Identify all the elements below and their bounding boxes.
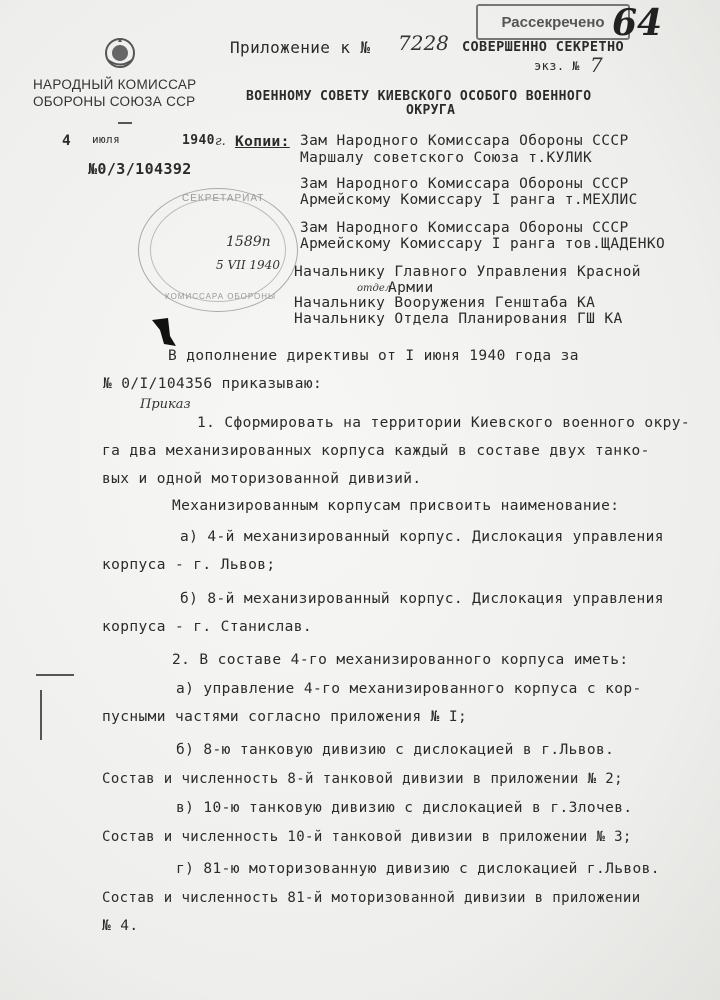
addressee-line-1: ВОЕННОМУ СОВЕТУ КИЕВСКОГО ОСОБОГО ВОЕННОГО [246, 89, 592, 104]
body-line: б) 8-ю танковую дивизию с дислокацией в г.Львов. [176, 742, 615, 758]
copies-line: Маршалу советского Союза т.КУЛИК [300, 150, 593, 166]
date-month: июля [92, 133, 121, 146]
body-line: а) 4-й механизированный корпус. Дислокация управления [180, 529, 664, 545]
doc-number: №0/3/104392 [88, 160, 192, 178]
body-line: г) 81-ю моторизованную дивизию с дислокацией г.Львов. [176, 861, 660, 877]
margin-dash [36, 674, 74, 676]
secrecy-label: СОВЕРШЕННО СЕКРЕТНО [462, 39, 625, 55]
appendix-label: Приложение к № [230, 38, 371, 57]
body-line: корпуса - г. Львов; [102, 557, 276, 573]
body-line: корпуса - г. Станислав. [102, 619, 312, 635]
copies-line: Зам Народного Комиссара Обороны СССР [300, 220, 629, 236]
body-line: б) 8-й механизированный корпус. Дислокация управления [180, 591, 664, 607]
body-line: В дополнение директивы от I июня 1940 года за [168, 348, 579, 364]
body-line: а) управление 4-го механизированного корпуса с кор- [176, 681, 642, 697]
body-line: № 4. [102, 918, 139, 934]
copies-line: Армии [388, 280, 434, 296]
appendix-number: 7228 [398, 31, 449, 55]
body-line: пусными частями согласно приложения № I; [102, 709, 468, 725]
date-day: 4 [62, 133, 72, 149]
secretariat-stamp-inner-ring [150, 198, 286, 302]
folio-number: 64 [612, 2, 663, 44]
stamp-bottom-text: КОМИССАРА ОБОРОНЫ [165, 292, 277, 301]
body-line: Состав и численность 81-й моторизованной дивизии в приложении [102, 890, 641, 906]
soviet-emblem-icon [103, 36, 137, 70]
ink-mark [150, 316, 178, 348]
body-line: га два механизированных корпуса каждый в составе двух танко- [102, 443, 650, 459]
margin-note: Приказ [140, 397, 191, 412]
copies-label: Копии: [235, 134, 290, 150]
body-line: Состав и численность 10-й танковой дивизии в приложении № 3; [102, 829, 632, 845]
date-year: 1940 [182, 133, 215, 148]
declassified-stamp: Рассекречено [476, 4, 630, 40]
body-line: Механизированным корпусам присвоить наименование: [172, 498, 620, 514]
copies-line: Начальнику Отдела Планирования ГШ КА [294, 311, 623, 327]
agency-line-2: ОБОРОНЫ СОЮЗА ССР [33, 94, 196, 109]
copies-line: Зам Народного Комиссара Обороны СССР [300, 133, 629, 149]
margin-dash [118, 122, 132, 124]
body-line: в) 10-ю танковую дивизию с дислокацией в г.Злочев. [176, 800, 633, 816]
stamp-reg-date: 5 VII 1940 [216, 258, 280, 272]
copies-line: Начальнику Главного Управления Красной [294, 264, 641, 280]
copies-line: Зам Народного Комиссара Обороны СССР [300, 176, 629, 192]
body-line: Состав и численность 8-й танковой дивизии в приложении № 2; [102, 771, 623, 787]
copy-label: экз. № [534, 59, 580, 73]
handwritten-insert: отдел [357, 283, 392, 294]
margin-line [40, 690, 42, 740]
date-suffix: г. [215, 134, 226, 149]
body-line: 1. Сформировать на территории Киевского военного окру- [197, 415, 691, 431]
stamp-reg-number: 1589п [226, 234, 271, 250]
copy-number: 7 [590, 53, 603, 77]
body-line: вых и одной моторизованной дивизий. [102, 471, 422, 487]
copies-line: Начальнику Вооружения Генштаба КА [294, 295, 596, 311]
body-line: № 0/I/104356 приказываю: [103, 376, 323, 392]
addressee-line-2: ОКРУГА [406, 103, 456, 118]
copies-line: Армейскому Комиссару I ранга тов.ЩАДЕНКО [300, 236, 666, 252]
stamp-top-text: СЕКРЕТАРИАТ [182, 193, 265, 204]
body-line: 2. В составе 4-го механизированного корпуса иметь: [172, 652, 629, 668]
copies-line: Армейскому Комиссару I ранга т.МЕХЛИС [300, 192, 638, 208]
agency-line-1: НАРОДНЫЙ КОМИССАР [33, 77, 197, 92]
